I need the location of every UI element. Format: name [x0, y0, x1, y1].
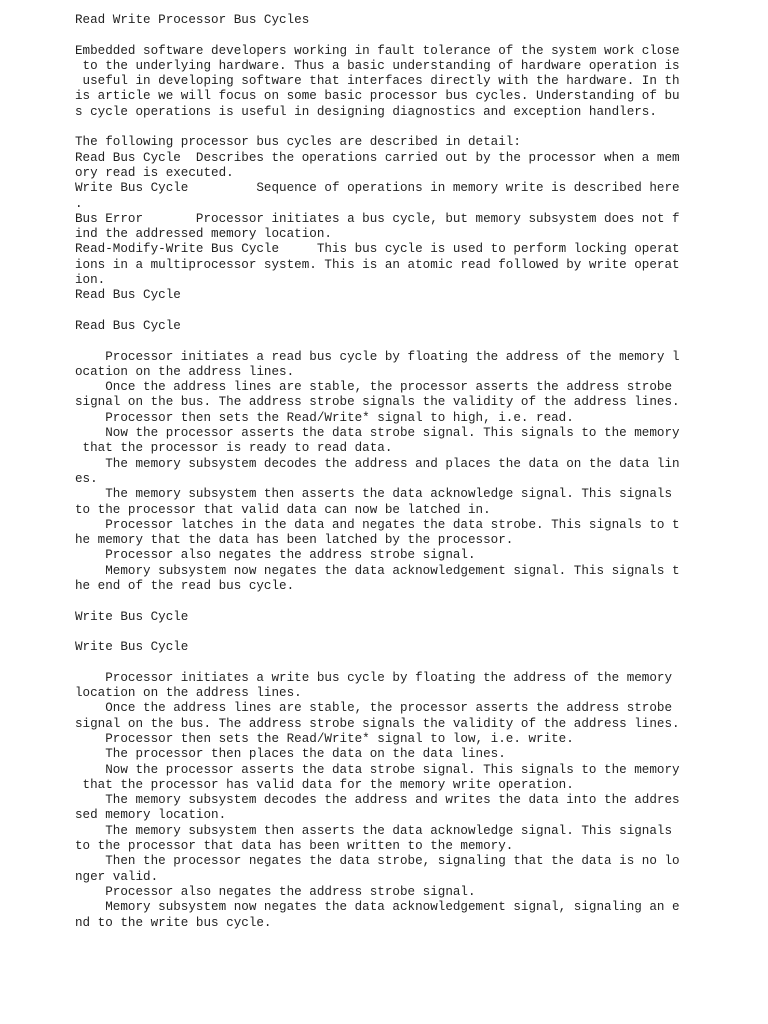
text-line: is article we will focus on some basic processor bus cycles. Understanding of bu [75, 89, 680, 104]
text-line: that the processor has valid data for the memory write operation. [75, 777, 574, 792]
text-line: signal on the bus. The address strobe signals the validity of the address lines. [75, 395, 680, 410]
text-line: to the underlying hardware. Thus a basic understanding of hardware operation is [75, 58, 680, 73]
text-line: ory read is executed. [75, 165, 234, 180]
text-line: location on the address lines. [75, 686, 302, 701]
text-line: Read Bus Cycle [75, 318, 181, 333]
text-line: to the processor that valid data can now be latched in. [75, 502, 491, 517]
document-text [75, 13, 755, 931]
text-line: nd to the write bus cycle. [75, 915, 272, 930]
text-line: Processor latches in the data and negates the data strobe. This signals to t [75, 517, 680, 532]
text-line: Write Bus Cycle Sequence of operations in memory write is described here [75, 181, 680, 196]
text-line: Now the processor asserts the data strobe signal. This signals to the memory [75, 762, 680, 777]
text-line: Read Write Processor Bus Cycles [75, 13, 310, 27]
text-line: Read Bus Cycle [75, 288, 181, 303]
text-line: Now the processor asserts the data strobe signal. This signals to the memory [75, 426, 680, 441]
text-line: Memory subsystem now negates the data acknowledgement signal, signaling an e [75, 900, 680, 915]
text-line: Read-Modify-Write Bus Cycle This bus cycle is used to perform locking operat [75, 242, 680, 257]
text-line: signal on the bus. The address strobe signals the validity of the address lines. [75, 716, 680, 731]
text-line: Processor also negates the address strobe signal. [75, 548, 476, 563]
text-line: The processor then places the data on the data lines. [75, 747, 506, 762]
text-line: Then the processor negates the data strobe, signaling that the data is no lo [75, 854, 680, 869]
text-line: sed memory location. [75, 808, 227, 823]
text-line: The following processor bus cycles are described in detail: [75, 135, 521, 150]
text-line: Once the address lines are stable, the processor asserts the address strobe [75, 380, 673, 395]
document-page [75, 13, 755, 931]
text-line: he memory that the data has been latched by the processor. [75, 533, 514, 548]
text-line: Write Bus Cycle [75, 609, 189, 624]
text-line: he end of the read bus cycle. [75, 578, 295, 593]
text-line: ions in a multiprocessor system. This is an atomic read followed by write operat [75, 257, 680, 272]
text-line: Processor then sets the Read/Write* signal to high, i.e. read. [75, 410, 574, 425]
text-line: The memory subsystem decodes the address and writes the data into the addres [75, 793, 680, 808]
text-line: Write Bus Cycle [75, 640, 189, 655]
text-line: ocation on the address lines. [75, 364, 295, 379]
text-line: Read Bus Cycle Describes the operations carried out by the processor when a mem [75, 150, 680, 165]
text-line: that the processor is ready to read data. [75, 441, 393, 456]
text-line: Processor also negates the address strobe signal. [75, 884, 476, 899]
text-line: Memory subsystem now negates the data acknowledgement signal. This signals t [75, 563, 680, 578]
text-line: The memory subsystem decodes the address and places the data on the data lin [75, 456, 680, 471]
text-line: ind the addressed memory location. [75, 227, 332, 242]
text-line: es. [75, 471, 98, 486]
text-line: The memory subsystem then asserts the data acknowledge signal. This signals [75, 823, 673, 838]
text-line: Processor initiates a read bus cycle by floating the address of the memory l [75, 349, 680, 364]
text-line: Embedded software developers working in fault tolerance of the system work close [75, 43, 680, 58]
text-line: to the processor that data has been written to the memory. [75, 839, 514, 854]
text-line: ion. [75, 273, 106, 288]
text-line: useful in developing software that interfaces directly with the hardware. In th [75, 74, 680, 89]
text-line: nger valid. [75, 869, 159, 884]
text-line: The memory subsystem then asserts the data acknowledge signal. This signals [75, 487, 673, 502]
text-line: Bus Error Processor initiates a bus cycle, but memory subsystem does not f [75, 211, 680, 226]
text-line: . [75, 196, 83, 211]
text-line: Processor then sets the Read/Write* signal to low, i.e. write. [75, 731, 574, 746]
text-line: Once the address lines are stable, the processor asserts the address strobe [75, 701, 673, 716]
text-line: Processor initiates a write bus cycle by floating the address of the memory [75, 670, 673, 685]
text-line: s cycle operations is useful in designing diagnostics and exception handlers. [75, 104, 657, 119]
